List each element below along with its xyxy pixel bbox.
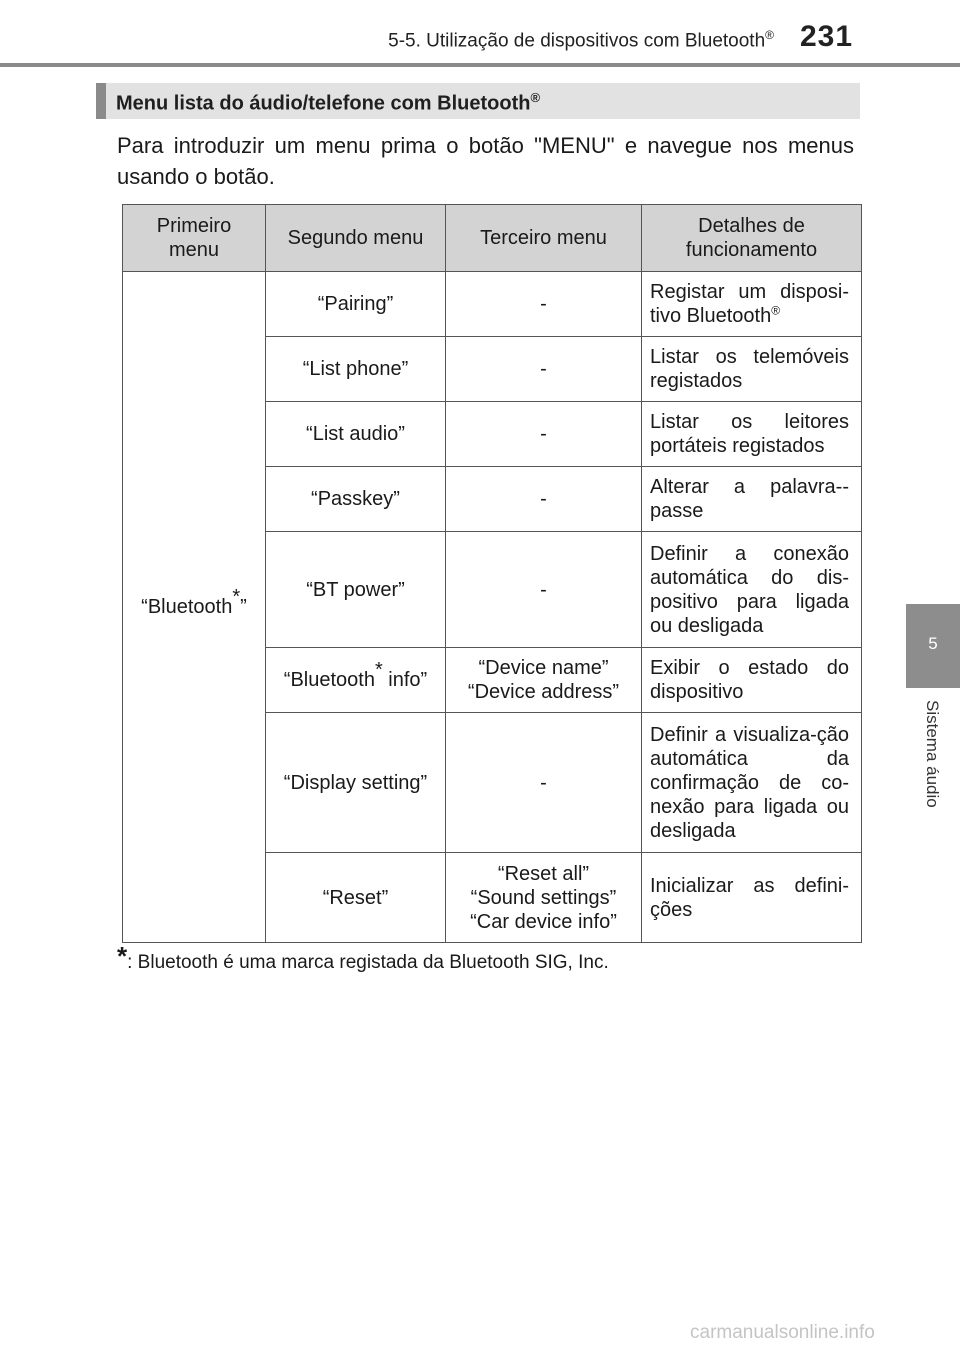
registered-mark: ® <box>771 303 781 318</box>
running-header-title <box>0 28 774 52</box>
details-text: Registar um disposi-tivo Bluetooth <box>650 281 849 327</box>
second-menu-text: “Bluetooth <box>283 669 375 691</box>
second-menu-cell: “List phone” <box>266 337 446 402</box>
details-cell: Definir a visualiza-ção automática da confirmação de co-nexão para ligada ou desligada <box>642 713 862 853</box>
footnote <box>117 941 609 974</box>
third-menu-cell: - <box>446 272 642 337</box>
third-menu-cell: - <box>446 713 642 853</box>
details-cell: Exibir o estado do dispositivo <box>642 648 862 713</box>
asterisk-mark: * <box>232 586 241 609</box>
footnote-text: : Bluetooth é uma marca registada da Bluetooth SIG, Inc. <box>127 952 609 973</box>
registered-mark: ® <box>530 90 541 105</box>
header-third-menu: Terceiro menu <box>446 205 642 272</box>
details-cell <box>642 272 862 337</box>
second-menu-cell <box>266 648 446 713</box>
header-divider <box>0 63 960 67</box>
details-cell: Listar os telemóveis registados <box>642 337 862 402</box>
details-cell: Inicializar as defini-ções <box>642 853 862 943</box>
details-cell: Alterar a palavra--passe <box>642 467 862 532</box>
table-header-row <box>123 205 862 272</box>
second-menu-cell: “Reset” <box>266 853 446 943</box>
second-menu-tail: info” <box>382 669 428 691</box>
third-menu-cell: “Device name” “Device address” <box>446 648 642 713</box>
asterisk-mark: * <box>374 659 383 682</box>
header-first-menu: Primeiro menu <box>123 205 266 272</box>
second-menu-cell: “Display setting” <box>266 713 446 853</box>
table-row <box>123 272 862 337</box>
first-menu-cell <box>123 272 266 943</box>
header-second-menu: Segundo menu <box>266 205 446 272</box>
second-menu-cell: “Passkey” <box>266 467 446 532</box>
chapter-number: 5 <box>928 634 938 653</box>
section-heading-text: Menu lista do áudio/telefone com Bluetooth <box>116 92 531 115</box>
chapter-tab <box>906 604 960 688</box>
section-heading <box>116 90 540 116</box>
third-menu-cell: - <box>446 532 642 648</box>
details-cell: Listar os leitores portáteis registados <box>642 402 862 467</box>
third-menu-cell: - <box>446 467 642 532</box>
first-menu-text: “Bluetooth <box>141 596 233 618</box>
first-menu-close: ” <box>240 596 247 618</box>
page-number: 231 <box>800 20 854 53</box>
running-header-text: 5-5. Utilização de dispositivos com Bluetooth <box>388 30 766 52</box>
second-menu-cell: “BT power” <box>266 532 446 648</box>
third-menu-cell: - <box>446 337 642 402</box>
intro-paragraph: Para introduzir um menu prima o botão "MENU" e navegue nos menus usando o botão. <box>117 133 854 189</box>
second-menu-cell: “List audio” <box>266 402 446 467</box>
third-menu-cell: - <box>446 402 642 467</box>
second-menu-cell: “Pairing” <box>266 272 446 337</box>
section-heading-bar <box>96 83 860 119</box>
watermark: carmanualsonline.info <box>690 1322 875 1343</box>
chapter-label: Sistema áudio <box>923 700 942 808</box>
asterisk-mark: * <box>117 941 128 971</box>
details-cell: Definir a conexão automática do dis-positivo para ligada ou desligada <box>642 532 862 648</box>
third-menu-cell: “Reset all” “Sound settings” “Car device info” <box>446 853 642 943</box>
header-details: Detalhes de funcionamento <box>642 205 862 272</box>
menu-table <box>122 204 862 943</box>
registered-mark: ® <box>765 28 774 42</box>
